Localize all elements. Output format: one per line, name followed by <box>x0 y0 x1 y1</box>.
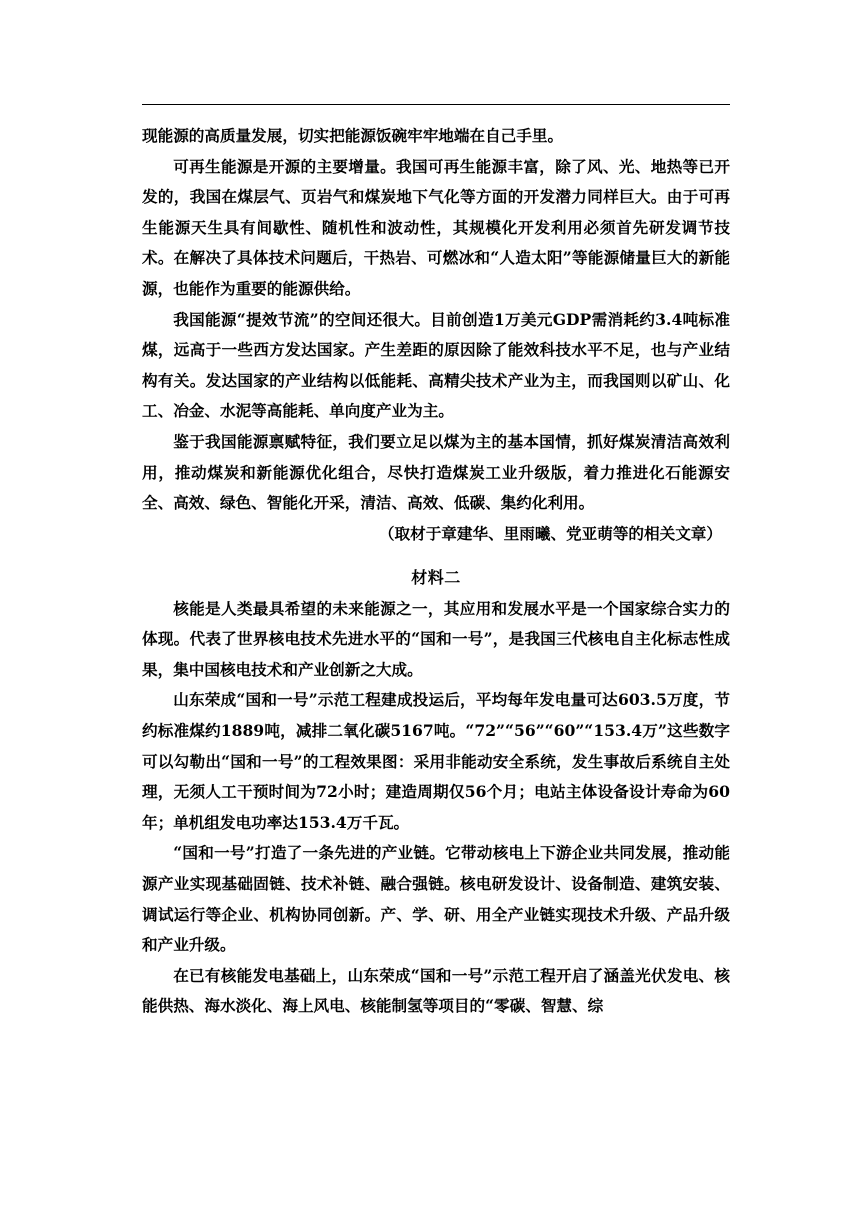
paragraph-zero-carbon: 在已有核能发电基础上，山东荣成“国和一号”示范工程开启了涵盖光伏发电、核能供热、海水淡化、海上风电、核能制氢等项目的“零碳、智慧、综 <box>142 965 730 1016</box>
paragraph-coal-strategy: 鉴于我国能源禀赋特征，我们要立足以煤为主的基本国情，抓好煤炭清洁高效利用，推动煤炭和新能源优化组合，尽快打造煤炭工业升级版，着力推进化石能源安全、高效、绿色、智能化开采，清洁、高效、低碳、集约化利用。 <box>142 431 730 513</box>
header-rule <box>142 104 730 105</box>
material-one-section <box>142 121 730 549</box>
paragraph-industry-chain: “国和一号”打造了一条先进的产业链。它带动核电上下游企业共同发展，推动能源产业实现基础固链、技术补链、融合强链。核电研发设计、设备制造、建筑安装、调试运行等企业、机构协同创新。产、学、研、用全产业链实现技术升级、产品升级和产业升级。 <box>142 843 730 955</box>
source-citation: （取材于章建华、里雨曦、党亚萌等的相关文章） <box>378 523 722 543</box>
section-heading: 材料二 <box>411 568 461 587</box>
paragraph-rongcheng-project: 山东荣成“国和一号”示范工程建成投运后，平均每年发电量可达603.5万度，节约标准煤约1889吨，减排二氧化碳5167吨。“72”“56”“60”“153.4万”这些数字可以勾勒出“国和一号”的工程效果图：采用非能动安全系统，发生事故后系统自主处理，无须人工干预时间为72小时；建造周期仅56个月；电站主体设备设计寿命为60年；单机组发电功率达153.4万千瓦。 <box>142 690 730 832</box>
paragraph-nuclear-intro: 核能是人类最具希望的未来能源之一，其应用和发展水平是一个国家综合实力的体现。代表了世界核电技术先进水平的“国和一号”，是我国三代核电自主化标志性成果，集中国核电技术和产业创新之大成。 <box>142 598 730 679</box>
continued-paragraph: 现能源的高质量发展，切实把能源饭碗牢牢地端在自己手里。 <box>142 126 564 145</box>
material-two-section <box>142 563 730 1022</box>
paragraph-renewable-energy: 可再生能源是开源的主要增量。我国可再生能源丰富，除了风、光、地热等已开发的，我国在煤层气、页岩气和煤炭地下气化等方面的开发潜力同样巨大。由于可再生能源天生具有间歇性、随机性和波动性，其规模化开发利用必须首先研发调节技术。在解决了具体技术问题后，干热岩、可燃冰和“人造太阳”等能源储量巨大的新能源，也能作为重要的能源供给。 <box>142 156 730 298</box>
paragraph-efficiency: 我国能源“提效节流”的空间还很大。目前创造1万美元GDP需消耗约3.4吨标准煤，远高于一些西方发达国家。产生差距的原因除了能效科技水平不足，也与产业结构有关。发达国家的产业结构以低能耗、高精尖技术产业为主，而我国则以矿山、化工、冶金、水泥等高能耗、单向度产业为主。 <box>142 309 730 421</box>
